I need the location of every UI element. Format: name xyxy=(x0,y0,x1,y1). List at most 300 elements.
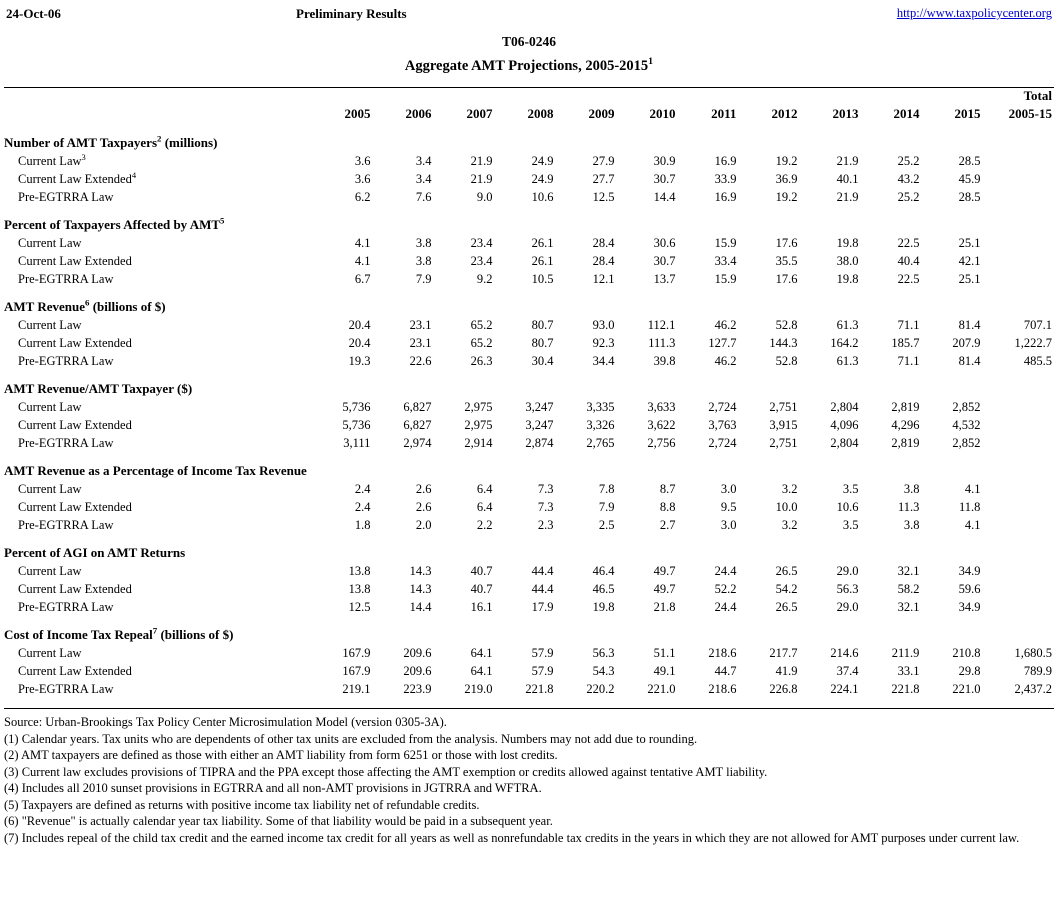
header-preliminary-label: Preliminary Results xyxy=(296,6,407,21)
table-cell: 59.6 xyxy=(958,582,981,596)
table-cell: 28.5 xyxy=(958,154,981,168)
row-label xyxy=(4,516,315,534)
row-label-text: Current Law Extended xyxy=(18,172,132,186)
table-cell: 9.2 xyxy=(476,272,493,286)
table-cell: 22.5 xyxy=(897,236,920,250)
table-cell-total xyxy=(986,498,1054,516)
section-title-suffix: (billions of $) xyxy=(89,299,166,314)
table-cell: 21.9 xyxy=(470,172,493,186)
table-cell: 32.1 xyxy=(897,564,920,578)
table-cell: 7.8 xyxy=(598,482,615,496)
table-cell: 16.9 xyxy=(714,190,737,204)
table-cell: 3,111 xyxy=(343,436,371,450)
table-cell: 3.4 xyxy=(415,154,432,168)
table-row xyxy=(4,598,1054,616)
table-cell: 10.6 xyxy=(836,500,859,514)
section-title xyxy=(4,124,315,152)
table-cell: 214.6 xyxy=(830,646,859,660)
table-row xyxy=(4,234,1054,252)
table-row xyxy=(4,334,1054,352)
section-title-footnote-marker: 2 xyxy=(157,133,162,144)
table-cell: 167.9 xyxy=(342,664,371,678)
table-cell: 8.7 xyxy=(659,482,676,496)
table-cell: 3.2 xyxy=(781,482,798,496)
table-cell: 4.1 xyxy=(964,518,981,532)
table-cell: 44.7 xyxy=(714,664,737,678)
table-cell: 3.0 xyxy=(720,518,737,532)
table-cell: 25.1 xyxy=(958,272,981,286)
table-cell: 44.4 xyxy=(531,564,554,578)
section-title xyxy=(4,206,315,234)
table-cell: 11.8 xyxy=(959,500,981,514)
table-cell: 22.5 xyxy=(897,272,920,286)
table-cell: 21.9 xyxy=(836,154,859,168)
table-cell: 64.1 xyxy=(470,646,493,660)
table-cell: 3,247 xyxy=(525,400,554,414)
table-cell: 38.0 xyxy=(836,254,859,268)
table-cell: 56.3 xyxy=(592,646,615,660)
row-label xyxy=(4,152,315,170)
section-title xyxy=(4,288,315,316)
row-label xyxy=(4,434,315,452)
col-header-2007: 2007 xyxy=(466,106,493,121)
table-cell: 12.1 xyxy=(592,272,615,286)
col-header-2010: 2010 xyxy=(649,106,676,121)
table-cell: 30.9 xyxy=(653,154,676,168)
header-total-line2: 2005-15 xyxy=(1008,106,1052,121)
row-label xyxy=(4,680,315,698)
table-cell: 54.3 xyxy=(592,664,615,678)
row-label-text: Current Law Extended xyxy=(18,418,132,432)
table-cell: 7.6 xyxy=(415,190,432,204)
table-cell: 42.1 xyxy=(958,254,981,268)
table-cell: 65.2 xyxy=(470,318,493,332)
row-label-footnote-marker: 3 xyxy=(81,151,86,162)
table-cell: 2,852 xyxy=(952,436,981,450)
table-cell: 6.2 xyxy=(354,190,371,204)
table-row xyxy=(4,434,1054,452)
table-cell: 40.4 xyxy=(897,254,920,268)
table-cell: 8.8 xyxy=(659,500,676,514)
table-cell: 4.1 xyxy=(354,254,371,268)
table-cell: 22.6 xyxy=(409,354,432,368)
table-cell-total xyxy=(986,480,1054,498)
footnote-3: (3) Current law excludes provisions of TIPRA and the PPA except those affecting the AMT exemption or credits allowed against tentative AMT liability. xyxy=(4,764,768,779)
section-title-text: AMT Revenue as a Percentage of Income Tax Revenue xyxy=(4,463,307,478)
row-label-text: Pre-EGTRRA Law xyxy=(18,190,114,204)
table-cell: 2,751 xyxy=(769,400,798,414)
table-cell: 33.4 xyxy=(714,254,737,268)
col-header-2005: 2005 xyxy=(344,106,371,121)
table-cell: 127.7 xyxy=(708,336,737,350)
table-cell: 16.9 xyxy=(714,154,737,168)
table-cell: 7.9 xyxy=(598,500,615,514)
table-cell: 217.7 xyxy=(769,646,798,660)
table-cell: 44.4 xyxy=(531,582,554,596)
table-cell: 30.7 xyxy=(653,254,676,268)
table-row xyxy=(4,498,1054,516)
table-cell: 3,763 xyxy=(708,418,737,432)
table-cell: 5,736 xyxy=(342,400,371,414)
row-label-text: Pre-EGTRRA Law xyxy=(18,518,114,532)
table-cell: 223.9 xyxy=(403,682,432,696)
table-row xyxy=(4,188,1054,206)
table-cell: 2,874 xyxy=(525,436,554,450)
table-section-header xyxy=(4,616,1054,644)
table-row xyxy=(4,644,1054,662)
table-cell: 219.0 xyxy=(464,682,493,696)
col-header-2014: 2014 xyxy=(893,106,920,121)
row-label xyxy=(4,562,315,580)
table-cell-total xyxy=(986,152,1054,170)
table-cell-total: 485.5 xyxy=(1023,354,1052,368)
page-header xyxy=(4,4,1054,22)
table-cell: 2.2 xyxy=(476,518,493,532)
table-cell: 221.0 xyxy=(952,682,981,696)
table-cell: 33.9 xyxy=(714,172,737,186)
table-cell-total xyxy=(986,416,1054,434)
table-cell: 3.6 xyxy=(354,172,371,186)
table-cell: 46.2 xyxy=(714,354,737,368)
table-cell: 1.8 xyxy=(354,518,371,532)
table-cell-total xyxy=(986,598,1054,616)
header-total-line1: Total xyxy=(1023,88,1052,103)
table-cell: 3.5 xyxy=(842,518,859,532)
table-cell: 20.4 xyxy=(348,336,371,350)
footnotes xyxy=(4,714,1054,846)
table-cell: 10.0 xyxy=(775,500,798,514)
table-cell: 35.5 xyxy=(775,254,798,268)
table-cell: 144.3 xyxy=(769,336,798,350)
table-cell: 2,819 xyxy=(891,400,920,414)
section-title-footnote-marker: 7 xyxy=(152,625,158,636)
row-label-text: Current Law xyxy=(18,236,82,250)
table-cell: 14.4 xyxy=(653,190,676,204)
table-cell: 32.1 xyxy=(897,600,920,614)
table-cell: 2,975 xyxy=(464,418,493,432)
table-cell: 4,296 xyxy=(891,418,920,432)
col-header-2006: 2006 xyxy=(405,106,432,121)
table-cell-total: 789.9 xyxy=(1023,664,1052,678)
table-cell: 3.8 xyxy=(903,518,920,532)
table-cell-total xyxy=(986,580,1054,598)
table-cell: 17.9 xyxy=(531,600,554,614)
table-cell: 25.2 xyxy=(897,190,920,204)
row-label-text: Current Law Extended xyxy=(18,664,132,678)
table-section-header xyxy=(4,288,1054,316)
table-cell: 46.5 xyxy=(592,582,615,596)
row-label-footnote-marker: 4 xyxy=(131,169,137,180)
table-section-header xyxy=(4,206,1054,234)
table-cell: 52.8 xyxy=(775,318,798,332)
section-title-text: Number of AMT Taxpayers xyxy=(4,135,158,150)
footnote-2: (2) AMT taxpayers are defined as those with either an AMT liability from form 6251 or those with lost credits. xyxy=(4,748,558,762)
table-cell: 25.1 xyxy=(958,236,981,250)
table-cell: 26.3 xyxy=(470,354,493,368)
header-url-link[interactable]: http://www.taxpolicycenter.org xyxy=(896,6,1052,20)
table-header-year-row xyxy=(4,106,1054,124)
table-cell: 27.9 xyxy=(592,154,615,168)
table-cell: 12.5 xyxy=(348,600,371,614)
table-cell: 13.8 xyxy=(348,582,371,596)
section-title-text: AMT Revenue xyxy=(4,299,86,314)
footnote-4: (4) Includes all 2010 sunset provisions in EGTRRA and all non-AMT provisions in JGTRRA and WFTRA. xyxy=(4,781,542,795)
table-cell: 219.1 xyxy=(342,682,371,696)
table-cell: 57.9 xyxy=(531,664,554,678)
table-cell: 23.1 xyxy=(409,318,432,332)
row-label-text: Current Law Extended xyxy=(18,254,132,268)
document-id: T06-0246 xyxy=(502,34,556,49)
table-cell: 209.6 xyxy=(403,664,432,678)
table-cell: 11.3 xyxy=(898,500,920,514)
table-section-header xyxy=(4,534,1054,562)
page-title-text: Aggregate AMT Projections, 2005-2015 xyxy=(404,58,649,74)
table-row xyxy=(4,562,1054,580)
table-cell: 185.7 xyxy=(891,336,920,350)
table-cell: 92.3 xyxy=(592,336,615,350)
table-cell: 12.5 xyxy=(592,190,615,204)
table-cell: 2.4 xyxy=(354,500,371,514)
table-cell: 56.3 xyxy=(836,582,859,596)
table-cell: 2,852 xyxy=(952,400,981,414)
table-cell: 46.4 xyxy=(592,564,615,578)
amt-projections-table xyxy=(4,88,1054,698)
table-cell: 4.1 xyxy=(354,236,371,250)
table-cell-total xyxy=(986,434,1054,452)
section-title-text: AMT Revenue/AMT Taxpayer ($) xyxy=(4,381,193,396)
table-cell: 28.5 xyxy=(958,190,981,204)
table-cell: 80.7 xyxy=(531,318,554,332)
table-cell: 29.8 xyxy=(958,664,981,678)
table-cell: 13.7 xyxy=(653,272,676,286)
col-header-2011: 2011 xyxy=(711,106,737,121)
table-cell: 221.0 xyxy=(647,682,676,696)
table-cell-total: 1,222.7 xyxy=(1014,336,1052,350)
table-cell: 26.5 xyxy=(775,600,798,614)
table-row xyxy=(4,680,1054,698)
table-cell: 54.2 xyxy=(775,582,798,596)
table-cell: 20.4 xyxy=(348,318,371,332)
table-row xyxy=(4,662,1054,680)
table-cell: 4.1 xyxy=(964,482,981,496)
row-label xyxy=(4,316,315,334)
table-row xyxy=(4,352,1054,370)
section-title xyxy=(4,452,315,480)
table-cell: 34.9 xyxy=(958,600,981,614)
row-label xyxy=(4,416,315,434)
page-title xyxy=(4,58,1054,75)
table-cell: 6.4 xyxy=(476,482,493,496)
table-cell: 26.1 xyxy=(531,254,554,268)
row-label-text: Current Law xyxy=(18,318,82,332)
table-row xyxy=(4,270,1054,288)
table-cell: 52.2 xyxy=(714,582,737,596)
table-cell: 3,633 xyxy=(647,400,676,414)
table-cell: 5,736 xyxy=(342,418,371,432)
row-label-text: Current Law xyxy=(18,154,82,168)
row-label xyxy=(4,252,315,270)
table-cell: 64.1 xyxy=(470,664,493,678)
table-cell: 51.1 xyxy=(653,646,676,660)
table-cell: 19.3 xyxy=(348,354,371,368)
row-label-text: Current Law xyxy=(18,646,82,660)
table-cell: 45.9 xyxy=(958,172,981,186)
table-cell: 218.6 xyxy=(708,646,737,660)
footnote-6: (6) "Revenue" is actually calendar year tax liability. Some of that liability would be paid in a subsequent year. xyxy=(4,814,553,828)
table-cell: 39.8 xyxy=(653,354,676,368)
table-cell: 2.3 xyxy=(537,518,554,532)
row-label xyxy=(4,170,315,188)
table-cell: 7.9 xyxy=(415,272,432,286)
table-cell: 9.0 xyxy=(476,190,493,204)
footnote-5: (5) Taxpayers are defined as returns with positive income tax liability net of refundable credits. xyxy=(4,797,480,812)
table-cell: 23.1 xyxy=(409,336,432,350)
table-cell: 71.1 xyxy=(897,354,920,368)
table-cell: 3,335 xyxy=(586,400,615,414)
table-cell: 2.7 xyxy=(659,518,676,532)
table-row xyxy=(4,416,1054,434)
table-cell: 71.1 xyxy=(897,318,920,332)
col-header-2013: 2013 xyxy=(832,106,859,121)
table-cell: 224.1 xyxy=(830,682,859,696)
section-title-text: Percent of Taxpayers Affected by AMT xyxy=(4,217,221,232)
table-cell: 58.2 xyxy=(897,582,920,596)
table-cell: 2,819 xyxy=(891,436,920,450)
table-cell-total xyxy=(986,516,1054,534)
section-title-text: Cost of Income Tax Repeal xyxy=(4,627,153,642)
table-cell-total: 707.1 xyxy=(1023,318,1052,332)
row-label-text: Pre-EGTRRA Law xyxy=(18,600,114,614)
table-cell: 14.3 xyxy=(409,582,432,596)
table-cell: 21.9 xyxy=(836,190,859,204)
table-cell: 61.3 xyxy=(836,318,859,332)
table-cell: 37.4 xyxy=(836,664,859,678)
table-cell: 3.5 xyxy=(842,482,859,496)
table-cell: 49.7 xyxy=(653,582,676,596)
row-label xyxy=(4,270,315,288)
table-cell: 3,622 xyxy=(647,418,676,432)
row-label-text: Current Law xyxy=(18,564,82,578)
table-cell: 24.4 xyxy=(714,600,737,614)
table-cell: 6.4 xyxy=(476,500,493,514)
footer-rule xyxy=(4,708,1054,709)
table-cell: 221.8 xyxy=(891,682,920,696)
section-title-footnote-marker: 6 xyxy=(85,297,90,308)
table-cell: 24.9 xyxy=(531,154,554,168)
table-cell: 2.6 xyxy=(415,500,432,514)
table-cell: 3.8 xyxy=(903,482,920,496)
table-cell: 6.7 xyxy=(354,272,371,286)
row-label-text: Pre-EGTRRA Law xyxy=(18,272,114,286)
table-cell: 61.3 xyxy=(836,354,859,368)
table-cell: 2,724 xyxy=(708,436,737,450)
table-cell: 111.3 xyxy=(648,336,676,350)
table-cell: 210.8 xyxy=(952,646,981,660)
row-label-text: Current Law Extended xyxy=(18,582,132,596)
table-cell: 211.9 xyxy=(891,646,920,660)
table-cell: 7.3 xyxy=(537,500,554,514)
table-cell: 13.8 xyxy=(348,564,371,578)
table-cell: 28.4 xyxy=(592,236,615,250)
table-cell: 23.4 xyxy=(470,254,493,268)
table-cell: 80.7 xyxy=(531,336,554,350)
row-label xyxy=(4,662,315,680)
table-cell: 2,756 xyxy=(647,436,676,450)
table-cell: 3.6 xyxy=(354,154,371,168)
table-cell: 29.0 xyxy=(836,564,859,578)
table-cell: 3.8 xyxy=(415,236,432,250)
table-cell: 3,915 xyxy=(769,418,798,432)
row-label xyxy=(4,234,315,252)
table-cell: 218.6 xyxy=(708,682,737,696)
table-cell: 164.2 xyxy=(830,336,859,350)
table-cell: 30.7 xyxy=(653,172,676,186)
table-row xyxy=(4,170,1054,188)
table-cell: 10.6 xyxy=(531,190,554,204)
table-cell: 23.4 xyxy=(470,236,493,250)
table-cell: 2.0 xyxy=(415,518,432,532)
table-cell-total xyxy=(986,170,1054,188)
col-header-2015: 2015 xyxy=(954,106,981,121)
row-label-text: Current Law Extended xyxy=(18,336,132,350)
table-section-header xyxy=(4,124,1054,152)
table-row xyxy=(4,516,1054,534)
table-cell: 52.8 xyxy=(775,354,798,368)
row-label-text: Current Law xyxy=(18,400,82,414)
table-cell: 34.4 xyxy=(592,354,615,368)
table-cell: 19.8 xyxy=(592,600,615,614)
source-note: Source: Urban-Brookings Tax Policy Center Microsimulation Model (version 0305-3A). xyxy=(4,715,447,729)
section-title-suffix: (millions) xyxy=(161,135,218,150)
table-cell: 2,975 xyxy=(464,400,493,414)
table-cell: 2,765 xyxy=(586,436,615,450)
section-title-suffix: (billions of $) xyxy=(157,627,234,642)
table-cell: 7.3 xyxy=(537,482,554,496)
row-label-text: Current Law Extended xyxy=(18,500,132,514)
col-header-2008: 2008 xyxy=(527,106,554,121)
table-cell: 207.9 xyxy=(952,336,981,350)
table-cell: 167.9 xyxy=(342,646,371,660)
row-label xyxy=(4,480,315,498)
section-title-footnote-marker: 5 xyxy=(220,215,225,226)
row-label-text: Pre-EGTRRA Law xyxy=(18,354,114,368)
table-cell: 49.1 xyxy=(653,664,676,678)
table-cell: 2,974 xyxy=(403,436,432,450)
table-cell: 4,532 xyxy=(952,418,981,432)
table-header-total-row xyxy=(4,88,1054,106)
table-cell: 209.6 xyxy=(403,646,432,660)
row-label xyxy=(4,580,315,598)
table-cell: 29.0 xyxy=(836,600,859,614)
table-body xyxy=(4,124,1054,698)
table-cell: 81.4 xyxy=(958,318,981,332)
table-cell: 21.9 xyxy=(470,154,493,168)
table-cell: 21.8 xyxy=(653,600,676,614)
section-title xyxy=(4,534,315,562)
table-cell: 28.4 xyxy=(592,254,615,268)
col-header-2012: 2012 xyxy=(771,106,798,121)
row-label-text: Pre-EGTRRA Law xyxy=(18,436,114,450)
table-cell: 19.2 xyxy=(775,190,798,204)
table-cell: 14.4 xyxy=(409,600,432,614)
table-cell: 33.1 xyxy=(897,664,920,678)
row-label xyxy=(4,188,315,206)
table-cell: 2.4 xyxy=(354,482,371,496)
table-cell: 30.6 xyxy=(653,236,676,250)
table-cell: 34.9 xyxy=(958,564,981,578)
table-cell: 65.2 xyxy=(470,336,493,350)
section-title xyxy=(4,370,315,398)
